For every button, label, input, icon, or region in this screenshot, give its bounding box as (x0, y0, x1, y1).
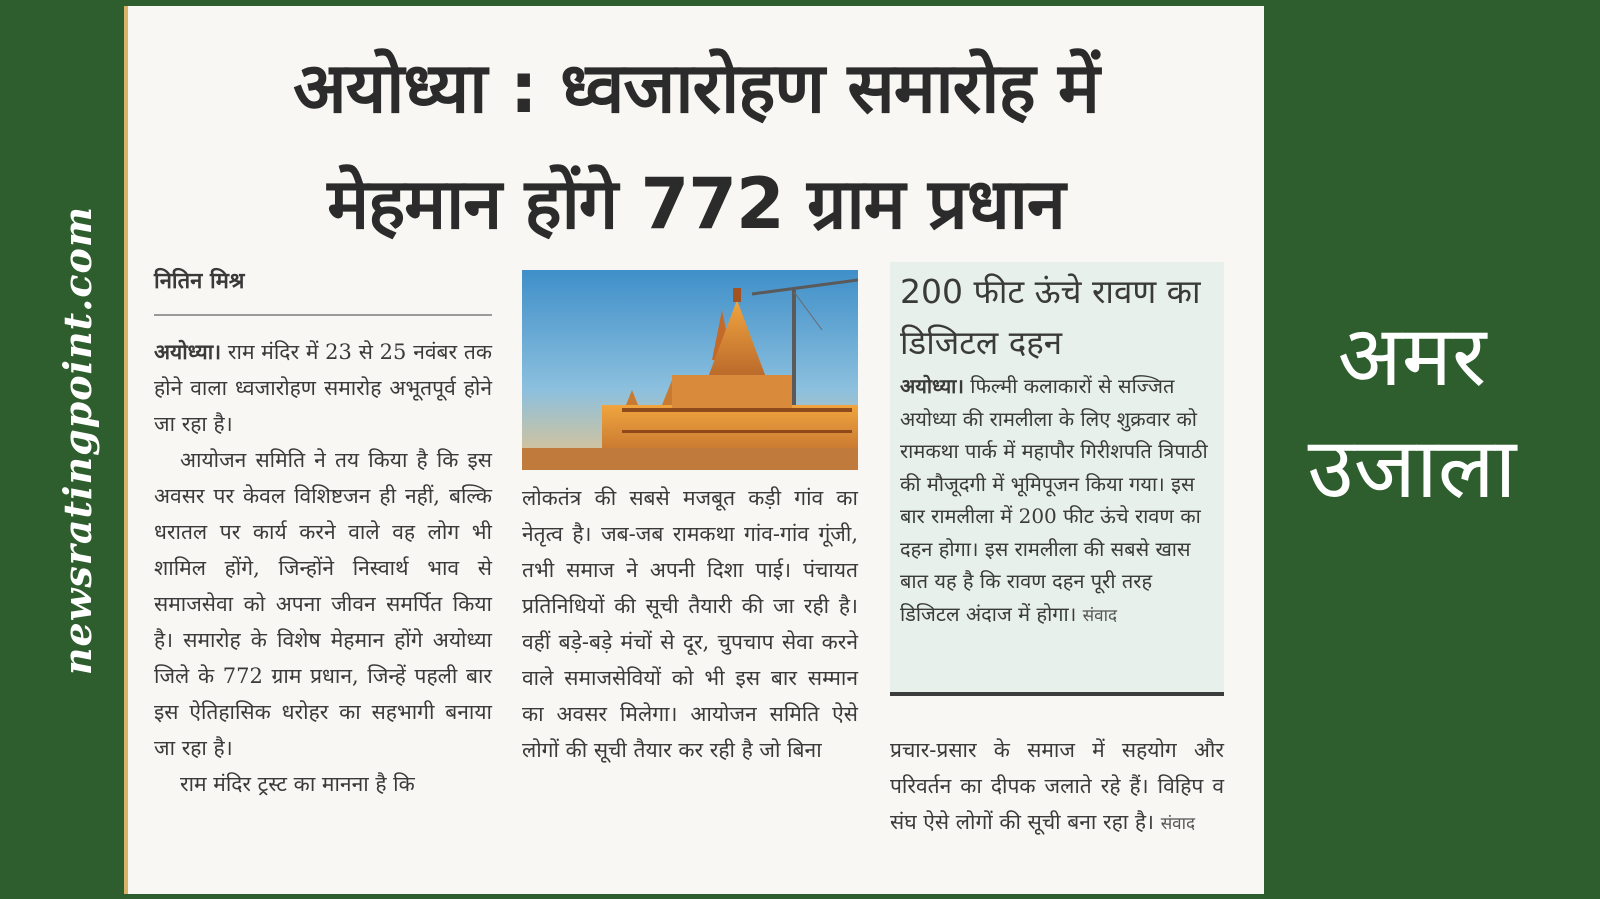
newspaper-clipping (124, 6, 1264, 894)
column-3-body: प्रचार-प्रसार के समाज में सहयोग और परिवर्तन का दीपक जलाते रहे हैं। विहिप व संघ ऐसे लोगों की सूची बना रहा है। (890, 738, 1224, 834)
article-column-2 (522, 480, 858, 768)
brand-line-2: उजाला (1307, 419, 1517, 517)
column-3-text (890, 732, 1224, 842)
amar-ujala-brand (1272, 300, 1552, 524)
byline: नितिन मिश्र (154, 262, 492, 316)
ravan-sidebar-story (890, 262, 1224, 696)
article-column-3 (890, 732, 1224, 842)
paragraph-1 (154, 334, 492, 442)
temple-photo (522, 270, 858, 470)
column-3-sign: संवाद (1160, 814, 1196, 834)
article-headline (128, 6, 1264, 262)
sidebar-dateline: अयोध्या। (900, 374, 964, 398)
sidebar-text: फिल्मी कलाकारों से सज्जित अयोध्या की रामलीला के लिए शुक्रवार को रामकथा पार्क में महापौर गिरीशपति त्रिपाठी की मौजूदगी में भूमिपूजन किया गया। इस बार रामलीला में 200 फीट ऊंचे रावण का दहन होगा। इस रामलीला की सबसे खास बात यह है कि रावण दहन पूरी तरह डिजिटल अंदाज में होगा। (900, 374, 1208, 626)
sidebar-sign: संवाद (1082, 605, 1118, 626)
temple-illustration (522, 270, 858, 470)
headline-line-2: मेहमान होंगे 772 ग्राम प्रधान (327, 163, 1065, 245)
brand-line-1: अमर (1337, 307, 1487, 405)
watermark-text: newsratingpoint.com (55, 205, 101, 675)
headline-line-1: अयोध्या : ध्वजारोहण समारोह में (293, 47, 1099, 129)
article-column-1 (154, 262, 492, 802)
paragraph-2: आयोजन समिति ने तय किया है कि इस अवसर पर केवल विशिष्टजन ही नहीं, बल्कि धरातल पर कार्य करने वाले वह लोग भी शामिल होंगे, जिन्होंने निस्वार्थ भाव से समाजसेवा को अपना जीवन समर्पित किया है। समारोह के विशेष मेहमान होंगे अयोध्या जिले के 772 ग्राम प्रधान, जिन्हें पहली बार इस ऐतिहासिक धरोहर का सहभागी बनाया जा रहा है। (154, 448, 492, 760)
sidebar-title: 200 फीट ऊंचे रावण का डिजिटल दहन (900, 272, 1201, 362)
column-2-text: लोकतंत्र की सबसे मजबूत कड़ी गांव का नेतृत्व है। जब-जब रामकथा गांव-गांव गूंजी, तभी समाज ने अपनी दिशा पाई। पंचायत प्रतिनिधियों की सूची तैयारी की जा रही है। वहीं बड़े-बड़े मंचों से दूर, चुपचाप सेवा करने वाले समाजसेवियों को भी इस बार सम्मान का अवसर मिलेगा। आयोजन समिति ऐसे लोगों की सूची तैयार कर रही है जो बिना (522, 486, 858, 762)
dateline: अयोध्या। (154, 339, 222, 364)
paragraph-1-text: राम मंदिर में 23 से 25 नवंबर तक होने वाला ध्वजारोहण समारोह अभूतपूर्व होने जा रहा है। (154, 340, 492, 436)
sidebar-body (900, 370, 1214, 632)
paragraph-3: राम मंदिर ट्रस्ट का मानना है कि (180, 772, 415, 796)
site-watermark (38, 205, 118, 675)
